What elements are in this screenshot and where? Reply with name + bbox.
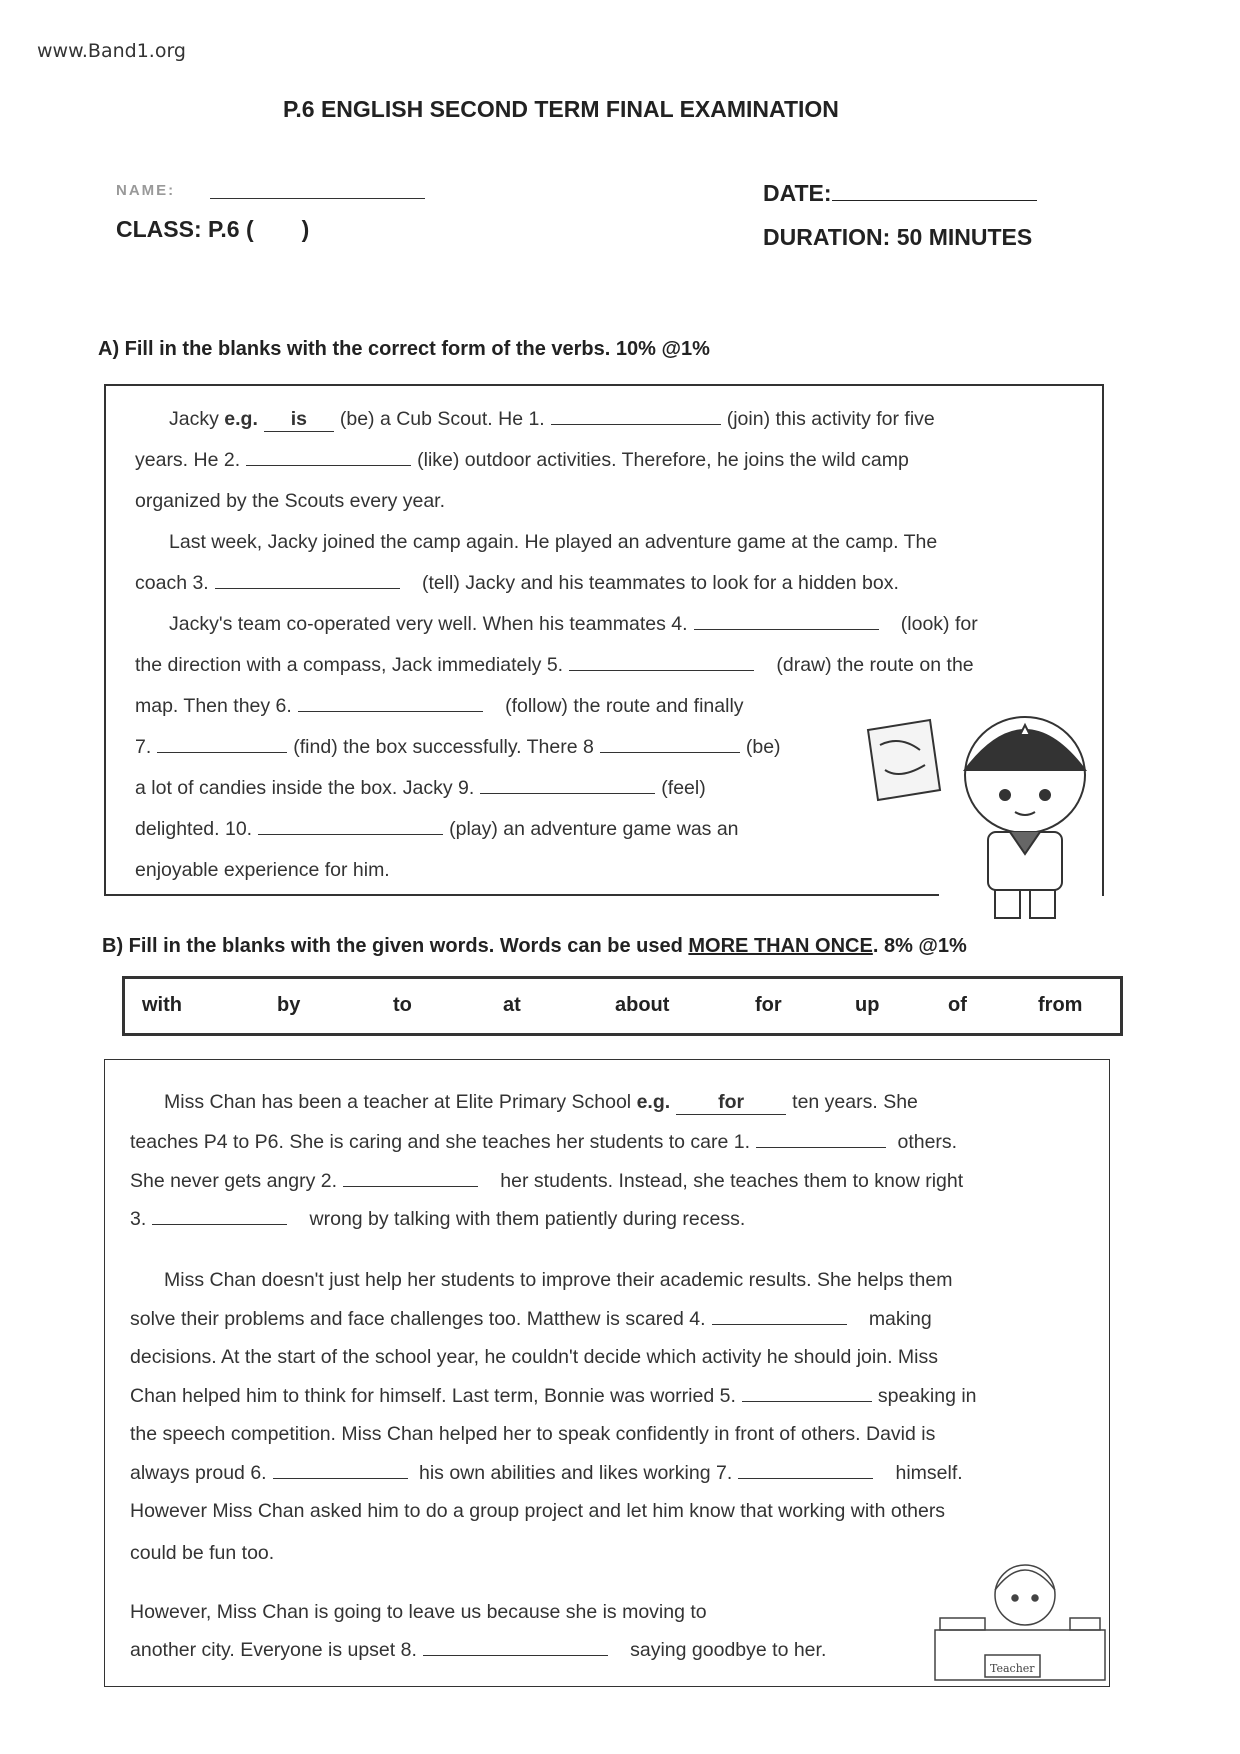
word-bank-item: of <box>948 994 967 1016</box>
passage-line <box>135 695 744 718</box>
passage-text: coach 3. <box>135 572 209 594</box>
answer-blank[interactable] <box>152 1223 287 1225</box>
section-b-heading-text: B) Fill in the blanks with the given words. Words can be used <box>102 935 689 957</box>
example-answer: is <box>264 408 334 432</box>
scout-boy-illustration <box>860 700 1110 930</box>
passage-text: enjoyable experience for him. <box>135 859 390 881</box>
answer-blank[interactable] <box>423 1654 608 1656</box>
passage-text: 7. <box>135 736 152 758</box>
passage-line <box>130 1346 938 1369</box>
section-b-emphasis: MORE THAN ONCE <box>688 935 873 957</box>
passage-text: teaches P4 to P6. She is caring and she teaches her students to care 1. <box>130 1131 751 1153</box>
answer-blank[interactable] <box>298 710 483 712</box>
passage-text: (like) outdoor activities. Therefore, he joins the wild camp <box>417 449 909 471</box>
section-a-heading: A) Fill in the blanks with the correct form of the verbs. 10% @1% <box>98 338 710 360</box>
passage-line <box>169 408 935 432</box>
answer-blank[interactable] <box>480 792 655 794</box>
passage-line <box>135 490 445 513</box>
word-bank-item: up <box>855 994 880 1016</box>
passage-text: organized by the Scouts every year. <box>135 490 446 512</box>
passage-line <box>135 736 781 759</box>
passage-text: Jacky's team co-operated very well. When his teammates 4. <box>169 613 688 635</box>
teacher-illustration <box>930 1560 1110 1685</box>
passage-text: could be fun too. <box>130 1542 275 1564</box>
answer-blank[interactable] <box>157 751 287 753</box>
word-bank-item: by <box>277 994 301 1016</box>
passage-text: (feel) <box>661 777 706 799</box>
passage-text: However, Miss Chan is going to leave us because she is moving to <box>130 1601 707 1623</box>
passage-text: making <box>852 1308 932 1330</box>
passage-text: speaking in <box>877 1385 977 1407</box>
date-field <box>763 180 1037 207</box>
passage-text: (draw) the route on the <box>760 654 974 676</box>
section-b-marks: . 8% @1% <box>872 935 967 957</box>
section-a-box-bottom <box>104 894 939 896</box>
example-label: e.g. <box>224 408 258 430</box>
passage-line <box>135 572 899 595</box>
passage-text: Jacky <box>169 408 225 430</box>
passage-text: wrong by talking with them patiently during recess. <box>293 1208 746 1230</box>
passage-line <box>130 1542 274 1565</box>
passage-line <box>130 1131 957 1154</box>
answer-blank[interactable] <box>343 1185 478 1187</box>
passage-line <box>135 818 739 841</box>
passage-text: the speech competition. Miss Chan helped her to speak confidently in front of others. David is <box>130 1423 936 1445</box>
passage-text: (be) a Cub Scout. He 1. <box>339 408 545 430</box>
passage-line <box>130 1601 707 1624</box>
passage-line <box>130 1462 963 1485</box>
passage-text: a lot of candies inside the box. Jacky 9. <box>135 777 475 799</box>
passage-line <box>169 531 937 554</box>
word-bank-item: to <box>393 994 412 1016</box>
passage-text: (join) this activity for five <box>726 408 935 430</box>
class-field <box>116 216 309 243</box>
answer-blank[interactable] <box>258 833 443 835</box>
example-answer: for <box>676 1091 786 1115</box>
passage-text: However Miss Chan asked him to do a group project and let him know that working with others <box>130 1500 946 1522</box>
passage-line <box>164 1269 952 1292</box>
word-bank-item: at <box>503 994 521 1016</box>
passage-line <box>135 777 706 800</box>
word-bank-item: with <box>142 994 182 1016</box>
watermark: www.Band1.org <box>37 40 186 62</box>
passage-text: (look) for <box>884 613 978 635</box>
passage-text: Chan helped him to think for himself. Last term, Bonnie was worried 5. <box>130 1385 736 1407</box>
word-bank-item: from <box>1038 994 1083 1016</box>
passage-text: his own abilities and likes working 7. <box>413 1462 733 1484</box>
passage-text: her students. Instead, she teaches them to know right <box>484 1170 964 1192</box>
answer-blank[interactable] <box>600 751 740 753</box>
passage-line <box>130 1170 963 1193</box>
passage-line <box>135 654 974 677</box>
passage-text: delighted. 10. <box>135 818 253 840</box>
word-bank-item: for <box>755 994 782 1016</box>
passage-line <box>130 1208 745 1231</box>
answer-blank[interactable] <box>215 587 400 589</box>
passage-text: Miss Chan has been a teacher at Elite Primary School <box>164 1091 637 1113</box>
example-label: e.g. <box>636 1091 671 1113</box>
duration: DURATION: 50 MINUTES <box>763 224 1033 250</box>
teacher-sign-text: Teacher <box>990 1662 1035 1675</box>
passage-text: (find) the box successfully. There 8 <box>293 736 594 758</box>
passage-line <box>135 449 909 472</box>
passage-text: (tell) Jacky and his teammates to look for a hidden box. <box>405 572 899 594</box>
name-label: NAME: <box>116 182 176 199</box>
passage-line <box>130 1500 945 1523</box>
passage-line <box>130 1385 977 1408</box>
passage-line <box>164 1091 918 1115</box>
passage-text: decisions. At the start of the school year, he couldn't decide which activity he should join. Miss <box>130 1346 938 1368</box>
passage-text: another city. Everyone is upset 8. <box>130 1639 417 1661</box>
passage-line <box>130 1308 932 1331</box>
passage-text: the direction with a compass, Jack immediately 5. <box>135 654 564 676</box>
passage-text: (play) an adventure game was an <box>449 818 739 840</box>
section-b-heading <box>102 935 967 958</box>
answer-blank[interactable] <box>694 628 879 630</box>
passage-line <box>169 613 978 636</box>
answer-blank[interactable] <box>246 464 411 466</box>
passage-text: always proud 6. <box>130 1462 267 1484</box>
passage-text: 3. <box>130 1208 147 1230</box>
passage-line <box>135 859 390 882</box>
date-label: DATE: <box>763 180 832 206</box>
passage-text: (be) <box>745 736 781 758</box>
answer-blank[interactable] <box>569 669 754 671</box>
date-blank[interactable] <box>832 200 1037 201</box>
passage-text: Last week, Jacky joined the camp again. He played an adventure game at the camp. The <box>169 531 938 553</box>
passage-text: (follow) the route and finally <box>488 695 744 717</box>
passage-text: map. Then they 6. <box>135 695 292 717</box>
passage-text: ten years. She <box>792 1091 918 1113</box>
class-close: ) <box>301 216 310 242</box>
passage-text: Miss Chan doesn't just help her students to improve their academic results. She helps them <box>164 1269 953 1291</box>
passage-line <box>130 1423 935 1446</box>
passage-line <box>130 1639 826 1662</box>
page-title: P.6 ENGLISH SECOND TERM FINAL EXAMINATION <box>283 96 839 122</box>
answer-blank[interactable] <box>551 423 721 425</box>
name-blank[interactable] <box>210 198 425 199</box>
passage-text: solve their problems and face challenges too. Matthew is scared 4. <box>130 1308 706 1330</box>
passage-text: She never gets angry 2. <box>130 1170 338 1192</box>
answer-blank[interactable] <box>712 1323 847 1325</box>
answer-blank[interactable] <box>742 1400 872 1402</box>
passage-text: years. He 2. <box>135 449 241 471</box>
word-bank-item: about <box>615 994 670 1016</box>
passage-text: others. <box>892 1131 958 1153</box>
answer-blank[interactable] <box>273 1477 408 1479</box>
answer-blank[interactable] <box>738 1477 873 1479</box>
class-label: CLASS: P.6 ( <box>116 216 254 242</box>
passage-text: saying goodbye to her. <box>613 1639 827 1661</box>
passage-text: himself. <box>879 1462 963 1484</box>
answer-blank[interactable] <box>756 1146 886 1148</box>
word-bank-box <box>122 976 1123 1036</box>
